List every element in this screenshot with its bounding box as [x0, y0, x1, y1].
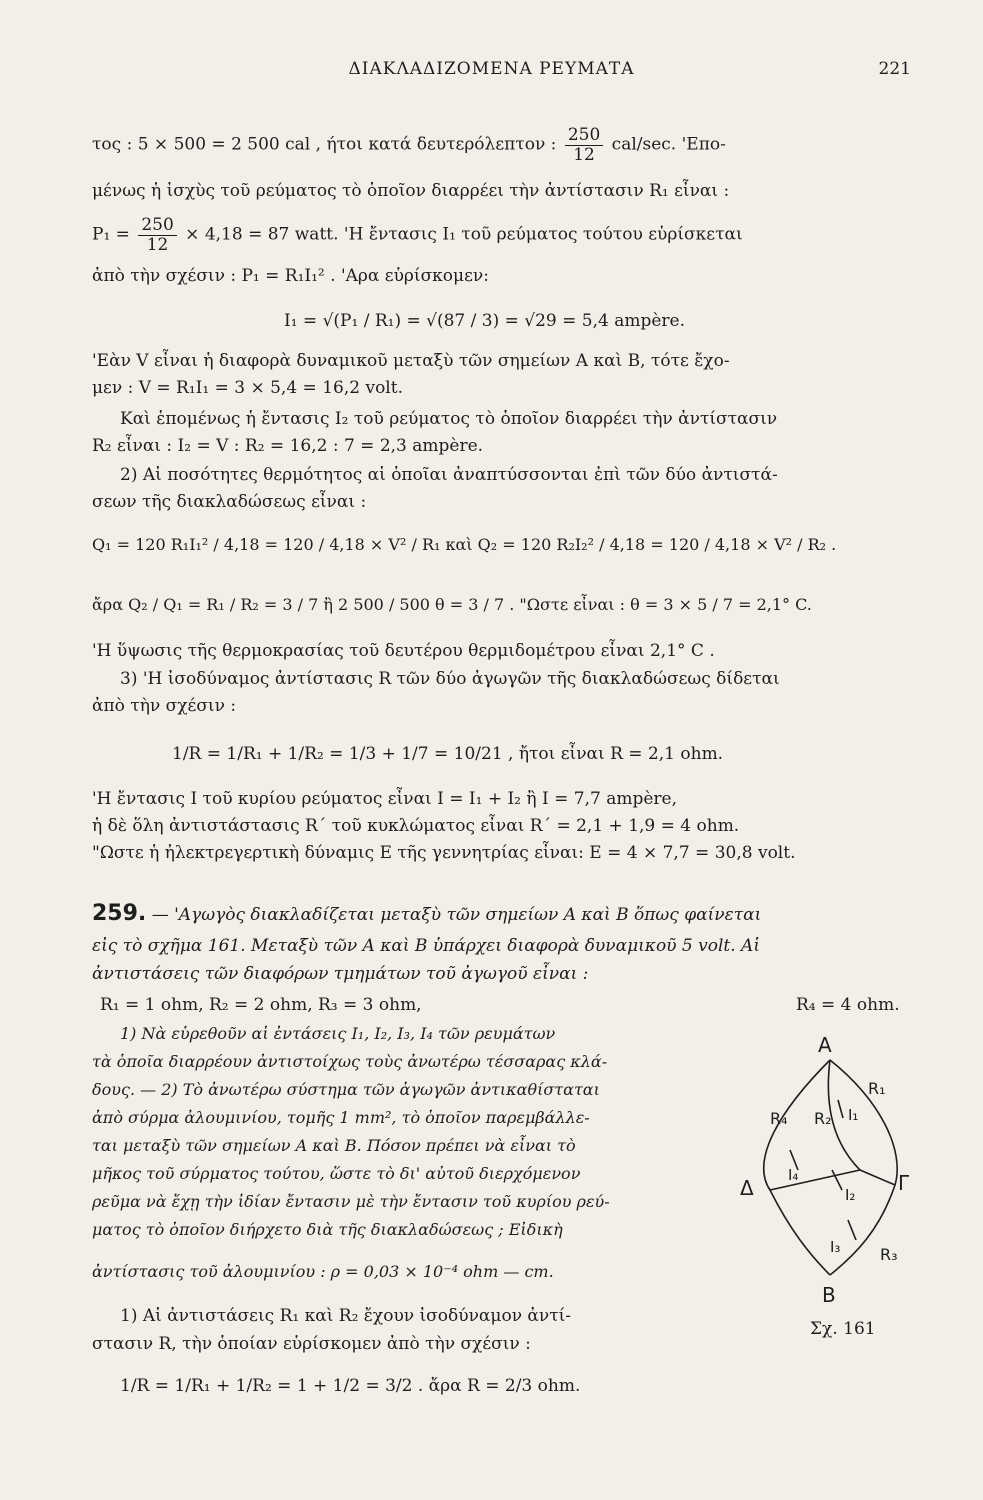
problem-line: ται μεταξὺ τῶν σημείων A καὶ B. Πόσον πρέπει νὰ εἶναι τὸ: [92, 1136, 576, 1155]
page-number: 221: [878, 59, 911, 79]
r1-label: R₁: [868, 1079, 886, 1098]
equation-line: ἄρα Q₂ / Q₁ = R₁ / R₂ = 3 / 7 ἢ 2 500 / 500 θ = 3 / 7 . "Ωστε εἶναι : θ = 3 × 5 / 7 = 2,1° C.: [92, 595, 812, 614]
arrow-i1: [838, 1100, 843, 1118]
r2-label: R₂: [814, 1109, 832, 1128]
problem-line: εἰς τὸ σχῆμα 161. Μεταξὺ τῶν A καὶ B ὑπάρχει διαφορὰ δυναμικοῦ 5 volt. Αἱ: [92, 936, 760, 956]
node-gamma-label: Γ: [898, 1171, 910, 1195]
i1-label: I₁: [848, 1106, 859, 1124]
circuit-diagram: [730, 1020, 920, 1310]
problem-line: ματος τὸ ὁποῖον διήρχετο διὰ τῆς διακλαδώσεως ; Εἰδικὴ: [92, 1220, 563, 1239]
i4-label: I₄: [788, 1166, 799, 1184]
text-line: 'Η ἔντασις I τοῦ κυρίου ρεύματος εἶναι I = I₁ + I₂ ἢ I = 7,7 ampère,: [92, 789, 677, 809]
text-line: μένως ἡ ἰσχὺς τοῦ ρεύματος τὸ ὁποῖον διαρρέει τὴν ἀντίστασιν R₁ εἶναι :: [92, 181, 730, 201]
arrow-i2: [832, 1170, 842, 1190]
solution-line: στασιν R, τὴν ὁποίαν εὑρίσκομεν ἀπὸ τὴν σχέσιν :: [92, 1334, 531, 1354]
problem-line: R₁ = 1 ohm, R₂ = 2 ohm, R₃ = 3 ohm,: [100, 995, 422, 1015]
r4-label: R₄: [770, 1109, 788, 1128]
problem-heading: 259. — 'Αγωγὸς διακλαδίζεται μεταξὺ τῶν σημείων A καὶ B ὅπως φαίνεται: [92, 901, 762, 926]
equation-line: 1/R = 1/R₁ + 1/R₂ = 1 + 1/2 = 3/2 . ἄρα R = 2/3 ohm.: [120, 1376, 581, 1396]
node-b-label: B: [822, 1283, 836, 1307]
text-line: 2) Αἱ ποσότητες θερμότητος αἱ ὁποῖαι ἀναπτύσσονται ἐπὶ τῶν δύο ἀντιστά-: [120, 465, 778, 485]
problem-line: 1) Νὰ εὑρεθοῦν αἱ ἐντάσεις I₁, I₂, I₃, I₄ τῶν ρευμάτων: [120, 1024, 556, 1043]
problem-line: τὰ ὁποῖα διαρρέουν ἀντιστοίχως τοὺς ἀνωτέρω τέσσαρας κλά-: [92, 1052, 608, 1071]
running-header: ΔΙΑΚΛΑΔΙΖΟΜΕΝΑ ΡΕΥΜΑΤΑ: [348, 59, 635, 79]
fraction: $\frac{250}{12}$: [138, 216, 176, 254]
text-line: R₂ εἶναι : I₂ = V : R₂ = 16,2 : 7 = 2,3 ampère.: [92, 436, 484, 456]
text-line: 'Η ὕψωσις τῆς θερμοκρασίας τοῦ δευτέρου θερμιδομέτρου εἶναι 2,1° C .: [92, 641, 715, 661]
text-line: "Ωστε ἡ ἠλεκτρεγερτικὴ δύναμις E τῆς γεννητρίας εἶναι: E = 4 × 7,7 = 30,8 volt.: [92, 843, 796, 863]
r3-label: R₃: [880, 1245, 898, 1264]
text-line: τος : 5 × 500 = 2 500 cal , ήτοι κατά δευτερόλεπτον : $\frac{250}{12}$ cal/sec. 'Επο-: [92, 125, 726, 165]
text-line: ἀπὸ τὴν σχέσιν :: [92, 696, 237, 716]
equation-line: I₁ = √(P₁ / R₁) = √(87 / 3) = √29 = 5,4 ampère.: [284, 311, 686, 331]
problem-line: ἀντίστασις τοῦ ἀλουμινίου : ρ = 0,03 × 10⁻⁴ ohm — cm.: [92, 1262, 554, 1281]
problem-number: 259.: [92, 901, 147, 926]
text-line: P₁ = $\frac{250}{12}$ × 4,18 = 87 watt. 'Η ἔντασις I₁ τοῦ ρεύματος τούτου εὑρίσκεται: [92, 215, 743, 255]
text-line: ἀπὸ τὴν σχέσιν : P₁ = R₁I₁² . 'Αρα εὑρίσκομεν:: [92, 266, 489, 286]
problem-line: ἀπὸ σύρμα ἀλουμινίου, τομῆς 1 mm², τὸ ὁποῖον παρεμβάλλε-: [92, 1108, 590, 1127]
equation-line: 1/R = 1/R₁ + 1/R₂ = 1/3 + 1/7 = 10/21 , ἤτοι εἶναι R = 2,1 ohm.: [172, 744, 724, 764]
i2-label: I₂: [845, 1186, 856, 1204]
arrow-i3: [848, 1220, 856, 1240]
text-line: 3) 'Η ἰσοδύναμος ἀντίστασις R τῶν δύο ἀγωγῶν τῆς διακλαδώσεως δίδεται: [120, 669, 780, 689]
problem-line: ἀντιστάσεις τῶν διαφόρων τμημάτων τοῦ ἀγωγοῦ εἶναι :: [92, 964, 589, 984]
text-line: μεν : V = R₁I₁ = 3 × 5,4 = 16,2 volt.: [92, 378, 403, 398]
figure-caption: Σχ. 161: [810, 1319, 876, 1339]
problem-line: μῆκος τοῦ σύρματος τούτου, ὥστε τὸ δι' αὐτοῦ διερχόμενον: [92, 1164, 581, 1183]
equation-line: Q₁ = 120 R₁I₁² / 4,18 = 120 / 4,18 × V² / R₁ καὶ Q₂ = 120 R₂I₂² / 4,18 = 120 / 4,18 × V² / R₂ .: [92, 535, 837, 554]
gamma-wire: [860, 1170, 895, 1185]
text-line: Καὶ ἑπομένως ἡ ἔντασις I₂ τοῦ ρεύματος τὸ ὁποῖον διαρρέει τὴν ἀντίστασιν: [120, 409, 778, 429]
solution-line: 1) Αἱ ἀντιστάσεις R₁ καὶ R₂ ἔχουν ἰσοδύναμον ἀντί-: [120, 1306, 572, 1326]
text-line: 'Εὰν V εἶναι ἡ διαφορὰ δυναμικοῦ μεταξὺ τῶν σημείων A καὶ B, τότε ἔχο-: [92, 351, 730, 371]
node-a-label: A: [818, 1033, 832, 1057]
problem-line: ρεῦμα νὰ ἔχῃ τὴν ἰδίαν ἔντασιν μὲ τὴν ἔντασιν τοῦ κυρίου ρεύ-: [92, 1192, 610, 1211]
text-line: σεων τῆς διακλαδώσεως εἶναι :: [92, 492, 367, 512]
problem-line: R₄ = 4 ohm.: [796, 995, 900, 1015]
problem-line: δους. — 2) Τὸ ἀνωτέρω σύστημα τῶν ἀγωγῶν ἀντικαθίσταται: [92, 1080, 600, 1099]
node-delta-label: Δ: [740, 1176, 754, 1200]
i3-label: I₃: [830, 1238, 841, 1256]
text-line: ἡ δὲ ὅλη ἀντιστάστασις R΄ τοῦ κυκλώματος εἶναι R΄ = 2,1 + 1,9 = 4 ohm.: [92, 816, 740, 836]
fraction: $\frac{250}{12}$: [565, 126, 603, 164]
